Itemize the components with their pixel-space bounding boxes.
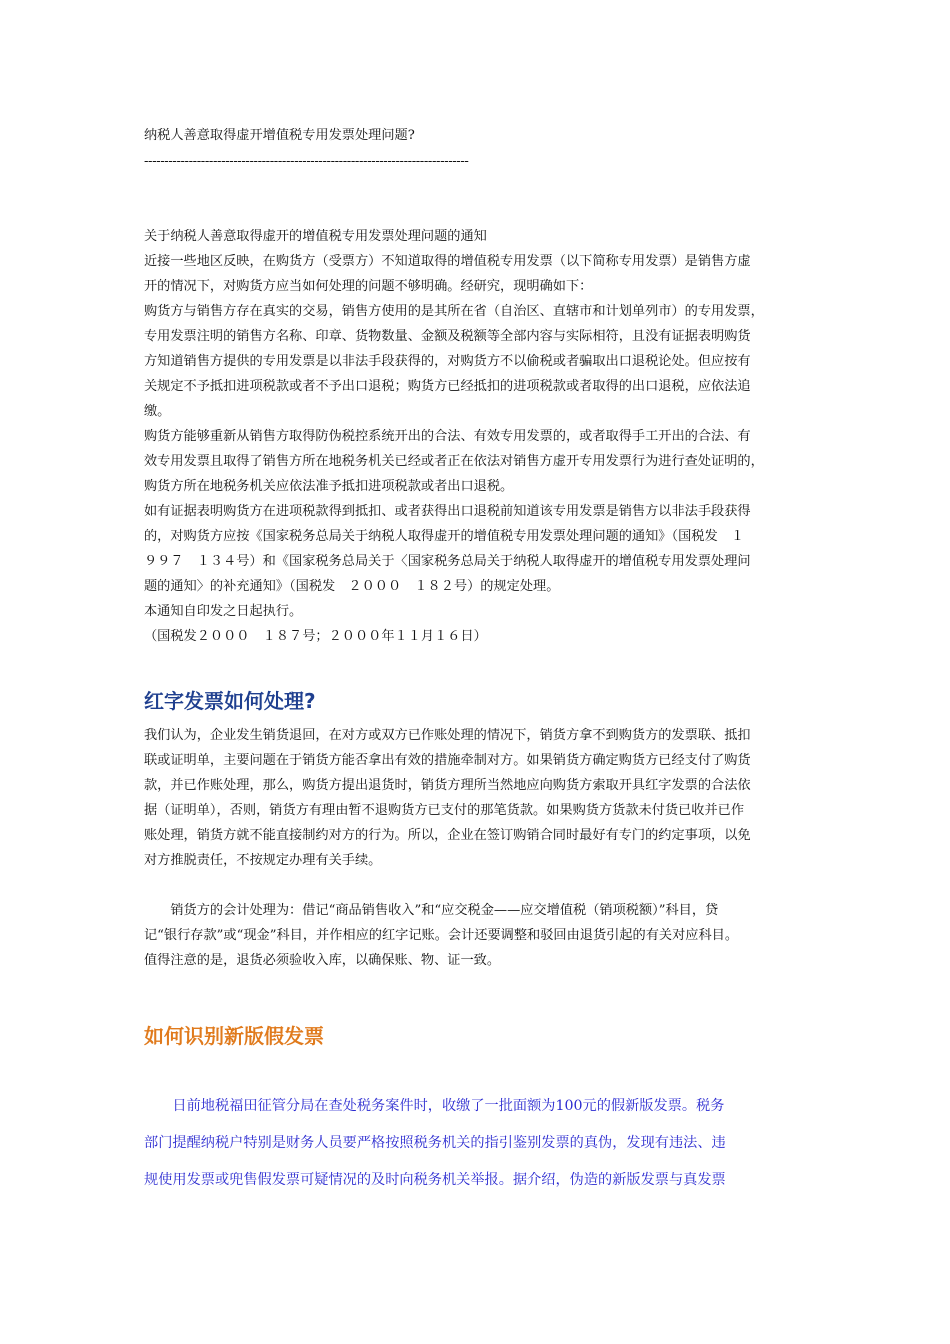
notice-line: 缴。 — [144, 404, 171, 419]
notice-line: 本通知自印发之日起执行。 — [144, 604, 303, 619]
notice-line: 的，对购货方应按《国家税务总局关于纳税人取得虚开的增值税专用发票处理问题的通知》（国税发 １ — [144, 529, 745, 544]
notice-line: 购货方所在地税务机关应依法准予抵扣进项税款或者出口退税。 — [144, 479, 514, 494]
paragraph-line: 日前地税福田征管分局在查处税务案件时，收缴了一批面额为100元的假新版发票。税务 — [144, 1098, 725, 1114]
paragraph-line: 值得注意的是，退货必须验收入库，以确保账、物、证一致。 — [144, 953, 501, 968]
paragraph-line: 部门提醒纳税户特别是财务人员要严格按照税务机关的指引鉴别发票的真伪，发现有违法、违 — [144, 1135, 726, 1151]
paragraph-line: 联或证明单，主要问题在于销货方能否拿出有效的措施牵制对方。如果销货方确定购货方已经支付了购货 — [144, 753, 751, 768]
paragraph-line: 规使用发票或兜售假发票可疑情况的及时向税务机关举报。据介绍，伪造的新版发票与真发票 — [144, 1172, 726, 1188]
notice-line: 如有证据表明购货方在进项税款得到抵扣、或者获得出口退税前知道该专用发票是销售方以非法手段获得 — [144, 504, 751, 519]
red-invoice-heading: 红字发票如何处理? — [144, 689, 316, 713]
notice-line: 效专用发票且取得了销售方所在地税务机关已经或者正在依法对销售方虚开专用发票行为进行查处证明的， — [144, 454, 764, 469]
fake-invoice-heading: 如何识别新版假发票 — [144, 1024, 324, 1048]
notice-line: ９９７ １３４号）和《国家税务总局关于〈国家税务总局关于纳税人取得虚开的增值税专用发票处理问 — [144, 554, 751, 569]
separator-line: -------------------------------------------------------------------------------- — [144, 154, 469, 169]
notice-line: 开的情况下，对购货方应当如何处理的问题不够明确。经研究，现明确如下： — [144, 279, 593, 294]
document-title: 纳税人善意取得虚开增值税专用发票处理问题? — [144, 128, 415, 143]
notice-line: 购货方能够重新从销售方取得防伪税控系统开出的合法、有效专用发票的，或者取得手工开出的合法、有 — [144, 429, 751, 444]
notice-line: 关于纳税人善意取得虚开的增值税专用发票处理问题的通知 — [144, 229, 487, 244]
paragraph-line: 款，并已作账处理，那么，购货方提出退货时，销货方理所当然地应向购货方索取开具红字发票的合法依 — [144, 778, 751, 793]
notice-line: 方知道销售方提供的专用发票是以非法手段获得的，对购货方不以偷税或者骗取出口退税论处。但应按有 — [144, 354, 751, 369]
notice-line: 关规定不予抵扣进项税款或者不予出口退税；购货方已经抵扣的进项税款或者取得的出口退税，应依法追 — [144, 379, 751, 394]
paragraph-line: 销货方的会计处理为：借记“商品销售收入”和“应交税金——应交增值税（销项税额）”科目，贷 — [144, 903, 719, 918]
paragraph-line: 对方推脱责任，不按规定办理有关手续。 — [144, 853, 382, 868]
notice-line: 近接一些地区反映，在购货方（受票方）不知道取得的增值税专用发票（以下简称专用发票）是销售方虚 — [144, 254, 751, 269]
paragraph-line: 账处理，销货方就不能直接制约对方的行为。所以，企业在签订购销合同时最好有专门的约定事项，以免 — [144, 828, 751, 843]
notice-line: 题的通知〉的补充通知》（国税发 ２０００ １８２号）的规定处理。 — [144, 579, 560, 594]
notice-line: （国税发２０００ １８７号；２０００年１１月１６日） — [144, 629, 487, 644]
notice-line: 购货方与销售方存在真实的交易，销售方使用的是其所在省（自治区、直辖市和计划单列市）的专用发票， — [144, 304, 764, 319]
paragraph-line: 我们认为，企业发生销货退回，在对方或双方已作账处理的情况下，销货方拿不到购货方的发票联、抵扣 — [144, 728, 751, 743]
paragraph-line: 据（证明单），否则，销货方有理由暂不退购货方已支付的那笔货款。如果购货方货款未付货已收并已作 — [144, 803, 745, 818]
paragraph-line: 记“银行存款”或“现金”科目，并作相应的红字记账。会计还要调整和驳回由退货引起的有关对应科目。 — [144, 928, 739, 943]
notice-line: 专用发票注明的销售方名称、印章、货物数量、金额及税额等全部内容与实际相符，且没有证据表明购货 — [144, 329, 751, 344]
